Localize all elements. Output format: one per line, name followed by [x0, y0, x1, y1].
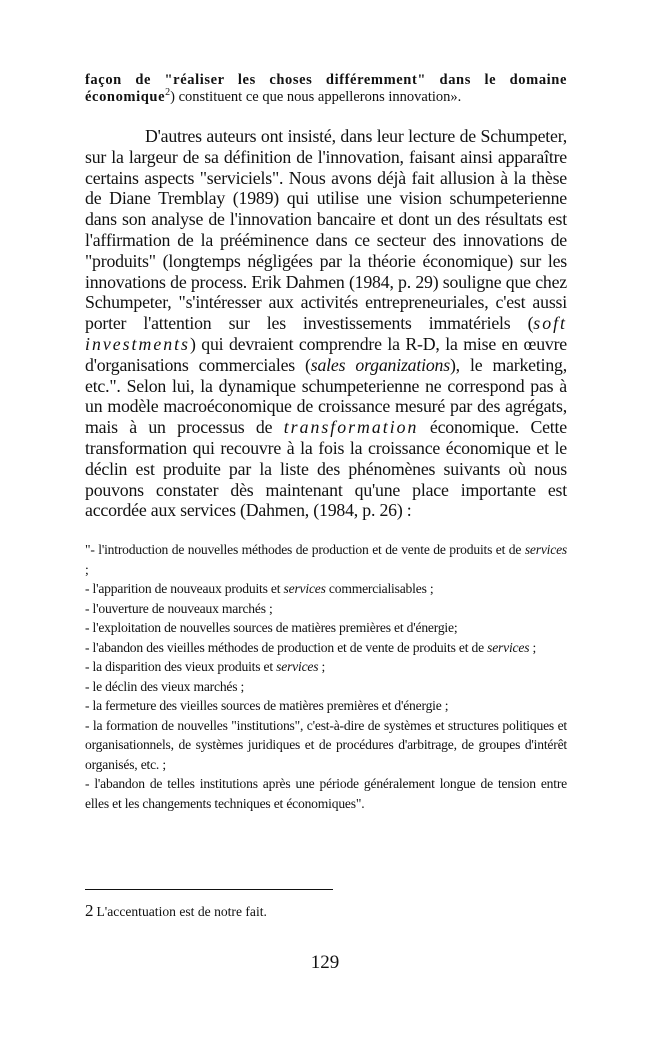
- body-paragraph: [85, 126, 567, 521]
- list-item: - l'abandon de telles institutions après une période généralement longue de tension entre elles et les changements techniques et économiques".: [85, 776, 567, 811]
- list-item: "- l'introduction de nouvelles méthodes de production et de vente de produits et de services ;: [85, 542, 567, 577]
- paragraph-text-4: économique. Cette transformation qui recouvre à la fois la croissance économique et le déclin est produite par la liste des phénomènes suivants où nous pouvons constater dès maintenant qu'une place importante est accordée aux services (Dahmen, (1984, p. 26) :: [85, 417, 567, 521]
- footnote-divider: [85, 889, 333, 890]
- footnote-number: 2: [85, 901, 94, 920]
- italic-term-sales-organizations: sales organizations: [310, 354, 450, 375]
- list-item: - l'exploitation de nouvelles sources de matières premières et d'énergie;: [85, 620, 458, 635]
- emphasized-quote: façon de "réaliser les choses différemment" dans le domaine économique: [85, 72, 567, 105]
- paragraph-text-3: ), le marketing, etc.". Selon lui, la dynamique schumpeterienne ne correspond pas à un modèle macroéconomique de croissance mesuré par des agrégats, mais à un processus de: [85, 354, 567, 438]
- intro-fragment: [85, 72, 567, 106]
- intro-rest: ) constituent ce que nous appellerons innovation».: [170, 89, 462, 105]
- list-item: - l'abandon des vieilles méthodes de production et de vente de produits et de services ;: [85, 639, 537, 655]
- list-item: - la disparition des vieux produits et services ;: [85, 659, 326, 674]
- footnote: [85, 902, 567, 920]
- italic-term-transformation: transformation: [283, 417, 419, 438]
- list-item: - le déclin des vieux marchés ;: [85, 678, 245, 694]
- paragraph-text-1: D'autres auteurs ont insisté, dans leur lecture de Schumpeter, sur la largeur de sa définition de l'innovation, faisant ainsi apparaître certains aspects "serviciels". Nous avons déjà fait allusion à la thèse de Diane Tremblay (1989) qui utilise une vision schumpeterienne dans son analyse de l'innovation bancaire et dont un des résultats est l'affirmation de la prééminence dans ce secteur des innovations de "produits" (longtemps négligées par la théorie économique) sur les innovations de process. Erik Dahmen (1984, p. 29) souligne que chez Schumpeter, "s'intéresser aux activités entrepreneuriales, c'est aussi porter l'attention sur les investissements immatériels (: [85, 126, 567, 334]
- footnote-reference[interactable]: 2: [165, 87, 171, 99]
- footnote-text: L'accentuation est de notre fait.: [96, 904, 267, 919]
- list-item: - la fermeture des vieilles sources de matières premières et d'énergie ;: [85, 698, 449, 713]
- list-item: - l'apparition de nouveaux produits et services commercialisables ;: [85, 581, 434, 596]
- italic-term-soft-investments: soft investments: [85, 313, 567, 354]
- quoted-list: [85, 540, 567, 813]
- list-item: - la formation de nouvelles "institutions", c'est-à-dire de systèmes et structures politiques et organisationnels, de systèmes juridiques et de procédures d'arbitrage, de groupes d'intérêt organisés, etc. ;: [85, 717, 567, 772]
- list-item: - l'ouverture de nouveaux marchés ;: [85, 600, 273, 616]
- page-number: 129: [310, 952, 340, 973]
- paragraph-text-2: ) qui devraient comprendre la R-D, la mise en œuvre d'organisations commerciales (: [85, 333, 567, 375]
